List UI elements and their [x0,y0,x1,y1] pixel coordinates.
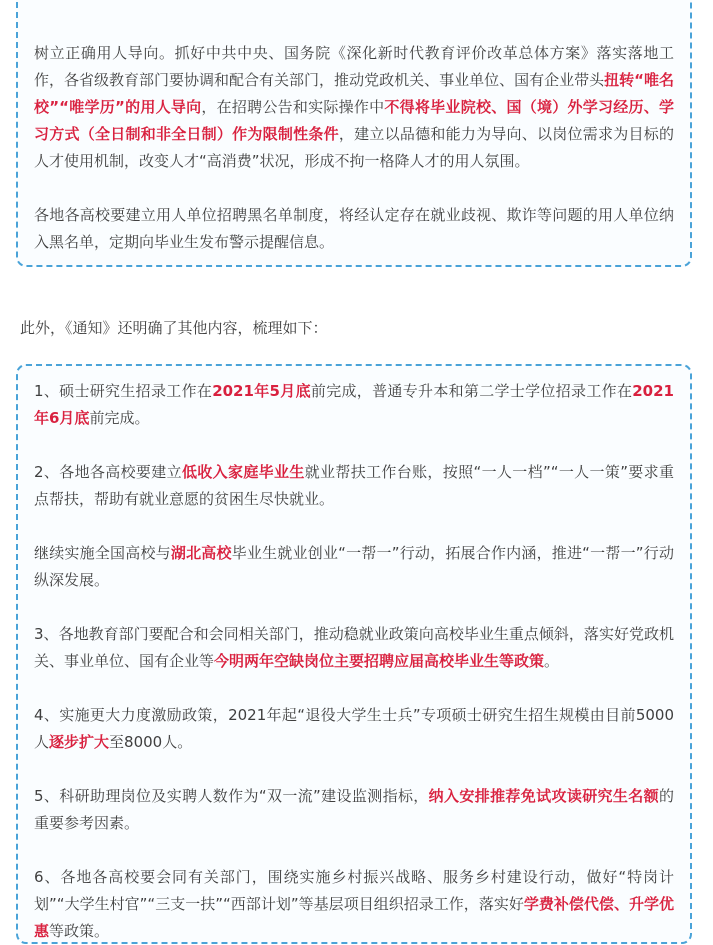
body-text: 继续实施全国高校与 [34,544,171,562]
body-text: 6、各地各高校要会同有关部门，围绕实施乡村振兴战略、服务乡村建设行动，做好“特岗计划”“大学生村官”“三支一扶”“西部计划”等基层项目组织招录工作，落实好 [34,868,674,913]
highlight-text: 湖北高校 [170,544,232,562]
list-item [34,783,674,837]
list-item [34,459,674,513]
highlight-text: 学费补偿代偿、升学优惠 [34,895,674,940]
highlight-text: 2021年5月底 [212,382,311,400]
body-text: 5、科研助理岗位及实聘人数作为“双一流”建设监测指标， [34,787,429,805]
highlight-text: 逐步扩大 [49,733,110,751]
body-text: 1、硕士研究生招录工作在 [34,382,213,400]
paragraph-blacklist [34,202,674,256]
body-text: 前完成，普通专升本和第二学士学位招录工作在 [310,382,633,400]
list-item [34,702,674,756]
body-text: 3、各地教育部门要配合和会同相关部门，推动稳就业政策向高校毕业生重点倾斜，落实好党政机关、事业单位、国有企业等 [34,625,674,670]
body-text: ，在招聘公告和实际操作中 [201,98,385,116]
list-item [34,864,674,945]
body-text: 2、各地各高校要建立 [34,463,182,481]
body-text: ，建立以品德和能力为导向、以岗位需求为目标的人才使用机制，改变人才“高消费”状况，形成不拘一格降人才的用人氛围。 [34,125,674,170]
list-item [34,378,674,432]
body-text: 树立正确用人导向。抓好中共中央、国务院《深化新时代教育评价改革总体方案》落实落地工作，各省级教育部门要协调和配合有关部门，推动党政机关、事业单位、国有企业带头 [34,44,674,89]
body-text: 的重要参考因素。 [34,787,674,832]
list-item [34,540,674,594]
list-item [34,621,674,675]
body-text: 就业帮扶工作台账，按照“一人一档”“一人一策”要求重点帮扶，帮助有就业意愿的贫困生尽快就业。 [34,463,674,508]
highlight-text: 扭转“唯名校”“唯学历”的用人导向 [34,71,674,116]
highlight-text: 2021年6月底 [34,382,674,427]
policy-box-list [16,364,692,944]
body-text: 等政策。 [49,922,110,940]
policy-box-top [16,0,692,267]
body-text: 4、实施更大力度激励政策，2021年起“退役大学生士兵”专项硕士研究生招生规模由目前5000人 [34,706,674,751]
intro-text: 此外，《通知》还明确了其他内容，梳理如下： [20,319,328,337]
highlight-text: 不得将毕业院校、国（境）外学习经历、学习方式（全日制和非全日制）作为限制性条件 [34,98,674,143]
body-text: 至8000人。 [109,733,193,751]
body-text: 各地各高校要建立用人单位招聘黑名单制度，将经认定存在就业歧视、欺诈等问题的用人单位纳入黑名单，定期向毕业生发布警示提醒信息。 [34,206,674,251]
highlight-text: 今明两年空缺岗位主要招聘应届高校毕业生等政策 [214,652,545,670]
highlight-text: 低收入家庭毕业生 [181,463,305,481]
highlight-text: 纳入安排推荐免试攻读研究生名额 [428,787,659,805]
paragraph-employment-guidance [34,40,674,175]
body-text: 毕业生就业创业“一帮一”行动，拓展合作内涵，推进“一帮一”行动纵深发展。 [34,544,674,589]
body-text: 前完成。 [89,409,150,427]
body-text: 。 [544,652,560,670]
